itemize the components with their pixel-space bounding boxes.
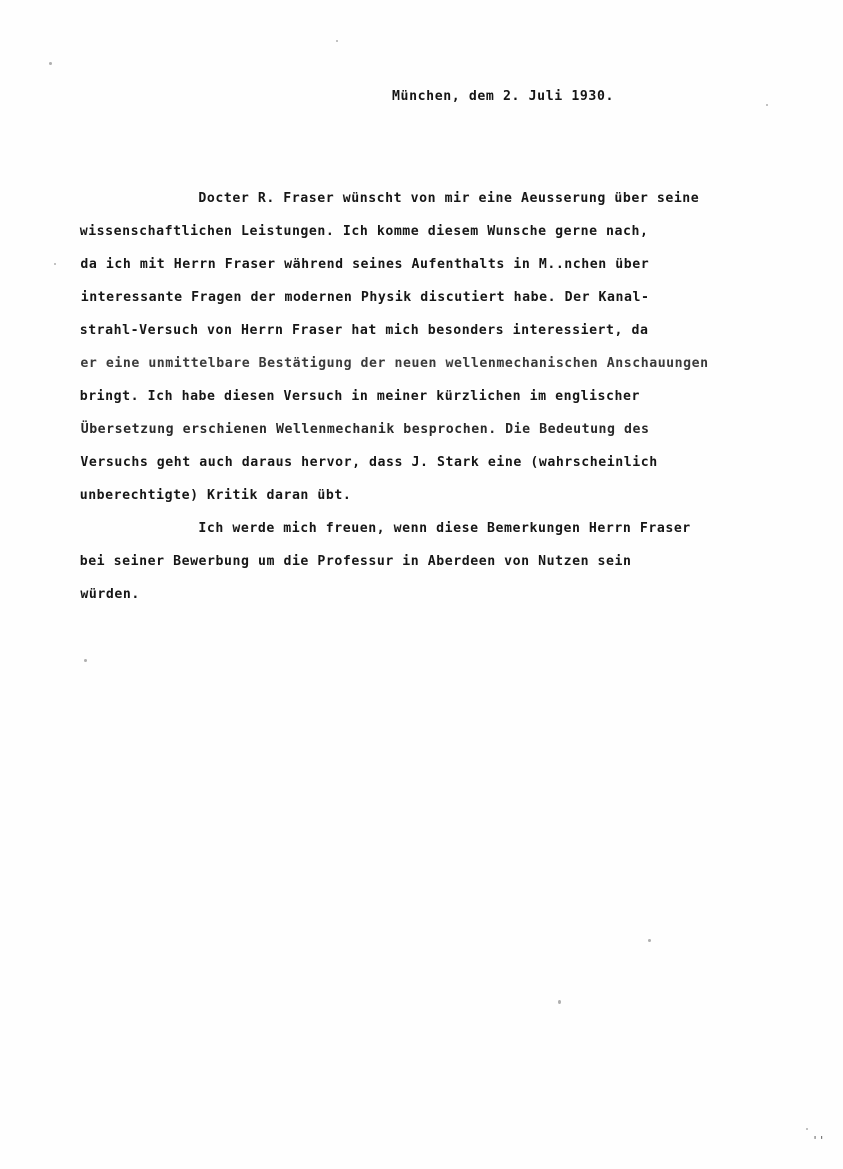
text-line: Versuchs geht auch daraus hervor, dass J. Stark eine (wahrscheinlich <box>80 455 658 470</box>
scan-speck <box>648 939 651 942</box>
scan-speck <box>558 1000 561 1004</box>
text-line: er eine unmittelbare Bestätigung der neuen wellenmechanischen Anschauungen <box>80 356 709 371</box>
scan-speck <box>766 104 768 106</box>
text-line: würden. <box>80 587 140 602</box>
text-line: unberechtigte) Kritik daran übt. <box>79 488 352 503</box>
scan-speck <box>49 62 52 65</box>
text-line: bei seiner Bewerbung um die Professur in Aberdeen von Nutzen sein <box>79 554 632 569</box>
text-line: wissenschaftlichen Leistungen. Ich komme diesem Wunsche gerne nach, <box>79 224 649 239</box>
paragraph-2 <box>80 512 840 611</box>
scan-speck <box>84 659 87 662</box>
document-body <box>80 182 840 611</box>
text-line: bringt. Ich habe diesen Versuch in meiner kürzlichen im englischer <box>79 389 641 404</box>
scan-speck <box>336 40 338 42</box>
text-line: strahl-Versuch von Herrn Fraser hat mich besonders interessiert, da <box>79 323 649 338</box>
text-line: Ich werde mich freuen, wenn diese Bemerkungen Herrn Fraser <box>198 521 691 536</box>
text-line: interessante Fragen der modernen Physik discutiert habe. Der Kanal- <box>80 290 650 305</box>
text-line: Übersetzung erschienen Wellenmechanik besprochen. Die Bedeutung des <box>80 422 650 437</box>
corner-pencil-mark: '' <box>811 1134 825 1147</box>
paragraph-1 <box>80 182 840 512</box>
text-line: Docter R. Fraser wünscht von mir eine Aeusserung über seine <box>198 191 700 206</box>
scan-speck <box>806 1128 808 1130</box>
document-datemark: München, dem 2. Juli 1930. <box>392 89 615 104</box>
text-line: da ich mit Herrn Fraser während seines Aufenthalts in M..nchen über <box>80 257 650 272</box>
scan-speck <box>54 263 56 265</box>
